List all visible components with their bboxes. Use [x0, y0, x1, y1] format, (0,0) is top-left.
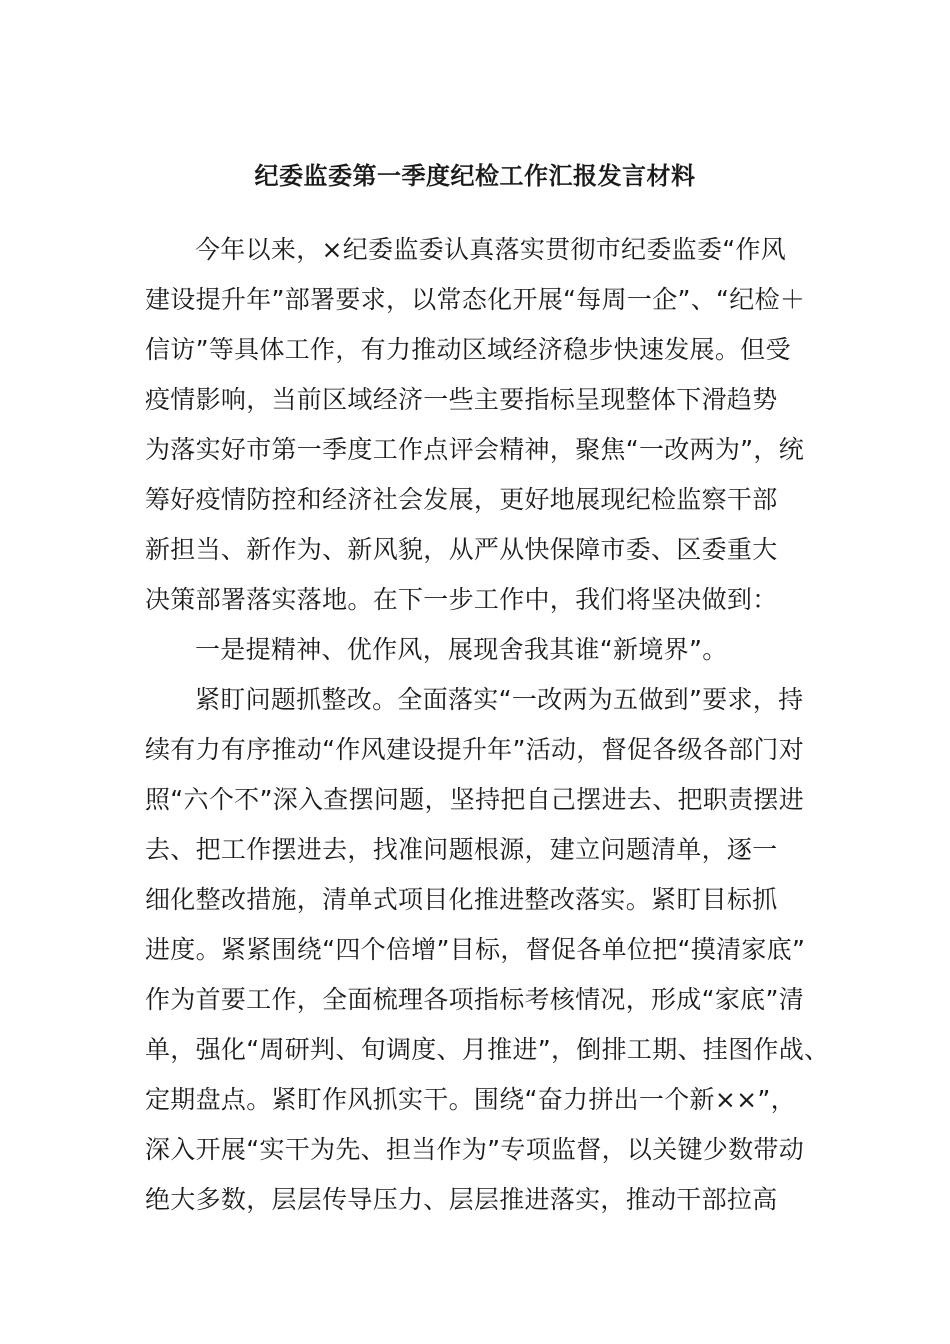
text-line: 决策部署落实落地。在下一步工作中，我们将坚决做到： — [145, 585, 778, 614]
text-line: 细化整改措施，清单式项目化推进整改落实。紧盯目标抓 — [145, 885, 778, 914]
section-heading: 一是提精神、优作风，展现舍我其谁“新境界”。 — [195, 635, 728, 664]
text-line: 进度。紧紧围绕“四个倍增”目标，督促各单位把“摸清家底” — [145, 935, 806, 964]
text-line: 绝大多数，层层传导压力、层层推进落实，推动干部拉高 — [145, 1185, 778, 1214]
text-line: 去、把工作摆进去，找准问题根源，建立问题清单，逐一 — [145, 835, 778, 864]
text-line: 作为首要工作，全面梳理各项指标考核情况，形成“家底”清 — [145, 985, 805, 1014]
text-line: 今年以来，×纪委监委认真落实贯彻市纪委监委“作风 — [195, 235, 787, 264]
text-line: 定期盘点。紧盯作风抓实干。围绕“奋力拼出一个新××”， — [145, 1085, 796, 1114]
text-line: 照“六个不”深入查摆问题，坚持把自己摆进去、把职责摆进 — [145, 785, 805, 814]
text-line: 建设提升年”部署要求，以常态化开展“每周一企”、“纪检＋ — [145, 285, 806, 314]
text-line: 疫情影响，当前区域经济一些主要指标呈现整体下滑趋势 — [145, 385, 778, 414]
text-line: 续有力有序推动“作风建设提升年”活动，督促各级各部门对 — [145, 735, 805, 764]
document-title: 纪委监委第一季度纪检工作汇报发言材料 — [254, 162, 696, 190]
text-line: 紧盯问题抓整改。全面落实“一改两为五做到”要求，持 — [195, 685, 804, 714]
text-line: 单，强化“周研判、旬调度、月推进”，倒排工期、挂图作战、 — [145, 1035, 830, 1064]
text-line: 深入开展“实干为先、担当作为”专项监督，以关键少数带动 — [145, 1135, 805, 1164]
text-line: 筹好疫情防控和经济社会发展，更好地展现纪检监察干部 — [145, 485, 778, 514]
text-line: 新担当、新作为、新风貌，从严从快保障市委、区委重大 — [145, 535, 778, 564]
text-line: 为落实好市第一季度工作点评会精神，聚焦“一改两为”，统 — [145, 435, 805, 464]
text-line: 信访”等具体工作，有力推动区域经济稳步快速发展。但受 — [145, 335, 791, 364]
